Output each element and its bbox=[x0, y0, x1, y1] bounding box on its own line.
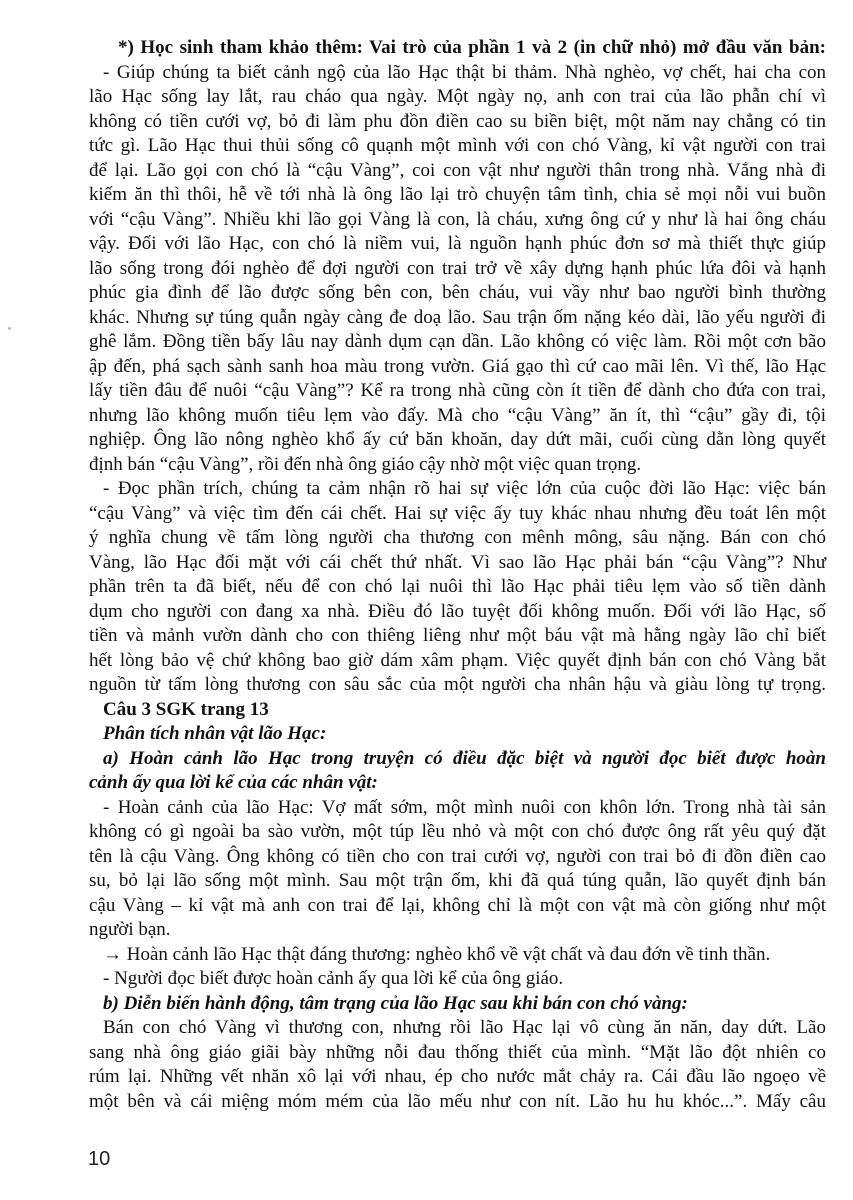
text-line: ập đến, phá sạch sành sanh hoa màu trong vườn. Giá gạo thì cứ cao mãi lên. Vì thế, lão Hạc bbox=[89, 355, 826, 377]
text-line: tên là cậu Vàng. Ông không có tiền cho con trai cưới vợ, người con trai bỏ đi đồn điền cao bbox=[89, 845, 826, 867]
text-line: Vàng, lão Hạc đối mặt với cái chết thứ nhất. Vì sao lão Hạc phải bán “cậu Vàng”? Như bbox=[89, 551, 826, 573]
text-line: - Giúp chúng ta biết cảnh ngộ của lão Hạc thật bi thảm. Nhà nghèo, vợ chết, hai cha con bbox=[103, 61, 826, 83]
document-page-text bbox=[89, 36, 826, 1114]
text-line: lấy tiền đâu để nuôi “cậu Vàng”? Kể ra trong nhà cũng còn ít tiền để dành cho đứa con trai, bbox=[89, 380, 826, 401]
question-heading: Câu 3 SGK trang 13 bbox=[103, 698, 269, 720]
scan-speck bbox=[8, 327, 11, 330]
text-line: “cậu Vàng” và việc tìm đến cái chết. Hai sự việc ấy tuy khác nhau nhưng đều toát lên một bbox=[89, 502, 826, 524]
text-line: ghê lắm. Đồng tiền bấy lâu nay dành dụm cạn dần. Lão không có việc làm. Rồi một cơn bão bbox=[89, 331, 826, 352]
text-line: - Hoàn cảnh của lão Hạc: Vợ mất sớm, một mình nuôi con khôn lớn. Trong nhà tài sản bbox=[103, 796, 826, 818]
text-line: sang nhà ông giáo giãi bày những nỗi đau thống thiết của mình. “Mặt lão đột nhiên co bbox=[89, 1041, 826, 1063]
text-line: cậu Vàng – kỉ vật mà anh con trai để lại, không chỉ là một con vật mà còn giống như một bbox=[89, 894, 826, 916]
page-number: 10 bbox=[88, 1148, 111, 1170]
text-line: - Người đọc biết được hoàn cảnh ấy qua lời kể của ông giáo. bbox=[103, 968, 564, 989]
text-line: để lại. Lão gọi con chó là “cậu Vàng”, coi con vật như người thân trong nhà. Vắng nhà đi bbox=[89, 159, 826, 181]
text-line: kiếm ăn thì thôi, hễ về tới nhà là ông lão lại trò chuyện tâm tình, chia sẻ mọi nỗi vui buồn bbox=[89, 184, 826, 205]
text-line: lão sống trong đói nghèo để đợi người con trai trở về xây dựng hạnh phúc lứa đôi và hạnh bbox=[89, 257, 826, 279]
text-line: phúc gia đình để lão được sống bên con, bên cháu, vui vầy như bao người bình thường bbox=[89, 282, 826, 303]
text-line: một bên và cái miệng móm mém của lão mếu như con nít. Lão hu hu khóc...”. Mấy câu bbox=[89, 1090, 826, 1112]
text-line: vậy. Đối với lão Hạc, con chó là niềm vui, là nguồn hạnh phúc đơn sơ mà thiết thực giúp bbox=[89, 233, 826, 254]
text-line: - Đọc phần trích, chúng ta cảm nhận rõ hai sự việc lớn của cuộc đời lão Hạc: việc bán bbox=[103, 478, 826, 499]
text-line: tức gì. Lão Hạc thui thủi sống cô quạnh một mình với con chó Vàng, kỉ vật người con trai bbox=[89, 135, 826, 156]
subheading-a: cảnh ấy qua lời kể của các nhân vật: bbox=[89, 772, 378, 793]
text-line: phần trên ta đã biết, nếu để con chó lại nuôi thì lão Hạc phải tiêu lẹm vào số tiền dành bbox=[89, 576, 826, 597]
text-line: → Hoàn cảnh lão Hạc thật đáng thương: nghèo khổ về vật chất và đau đớn về tinh thần. bbox=[103, 943, 771, 965]
text-line: rúm lại. Những vết nhăn xô lại với nhau, ép cho nước mắt chảy ra. Cái đầu lão ngoẹo về bbox=[89, 1066, 826, 1087]
text-line: không có gì ngoài ba sào vườn, một túp lều nhỏ và một con chó được ông rất yêu quý đặt bbox=[89, 821, 826, 842]
subheading-b: b) Diễn biến hành động, tâm trạng của lão Hạc sau khi bán con chó vàng: bbox=[103, 992, 688, 1014]
section-heading: *) Học sinh tham khảo thêm: Vai trò của phần 1 và 2 (in chữ nhỏ) mở đầu văn bản: bbox=[118, 37, 826, 58]
text-line: lão Hạc sống lay lắt, rau cháo qua ngày. Một ngày nọ, anh con trai của lão phẫn chí vì bbox=[89, 86, 826, 107]
text-line: su, bỏ lại lão sống một mình. Sau một trận ốm, khi đã quá túng quẫn, lão quyết định bán bbox=[89, 870, 826, 891]
text-line: khác. Nhưng sự túng quẫn ngày càng đe doạ lão. Sau trận ốm nặng kéo dài, lão yếu người đi bbox=[89, 306, 826, 328]
text-line: dụm cho người con đang xa nhà. Điều đó lão tuyệt đối không muốn. Đối với lão Hạc, số bbox=[89, 600, 826, 622]
text-line: ý nghĩa chung về tấm lòng người cha thương con mênh mông, sâu nặng. Bán con chó bbox=[89, 527, 826, 548]
text-line: với “cậu Vàng”. Nhiều khi lão gọi Vàng là con, là cháu, xưng ông cứ y như là hai ông cháu bbox=[89, 208, 826, 230]
text-line: nhưng lão không muốn tiêu lẹm vào đấy. Mà cho “cậu Vàng” ăn ít, thì “cậu” gầy đi, tội bbox=[89, 404, 826, 426]
subheading-a: a) Hoàn cảnh lão Hạc trong truyện có điều đặc biệt và người đọc biết được hoàn bbox=[103, 747, 826, 769]
text-line: định bán “cậu Vàng”, rồi đến nhà ông giáo cậy nhờ một việc quan trọng. bbox=[89, 453, 642, 475]
text-line: Bán con chó Vàng vì thương con, nhưng rồi lão Hạc lại vô cùng ăn năn, day dứt. Lão bbox=[103, 1017, 826, 1038]
text-line: nguồn từ tấm lòng thương con sâu sắc của một người cha nhân hậu và giàu lòng tự trọng. bbox=[89, 674, 826, 695]
text-line: hết lòng bảo vệ chứ không bao giờ dám xâm phạm. Việc quyết định bán con chó Vàng bắt bbox=[89, 649, 826, 671]
subheading: Phân tích nhân vật lão Hạc: bbox=[103, 723, 327, 744]
text-line: nghiệp. Ông lão nông nghèo khổ ấy cứ băn khoăn, day dứt mãi, cuối cùng dằn lòng quyết bbox=[89, 429, 826, 450]
text-line: không có tiền cưới vợ, bỏ đi làm phu đồn điền cao su biền biệt, một năm nay chẳng có tin bbox=[89, 110, 826, 132]
text-line: người bạn. bbox=[89, 919, 171, 940]
text-line: tiền và mảnh vườn dành cho con thiêng liêng như một báu vật mà hằng ngày lão chỉ biết bbox=[89, 625, 826, 646]
